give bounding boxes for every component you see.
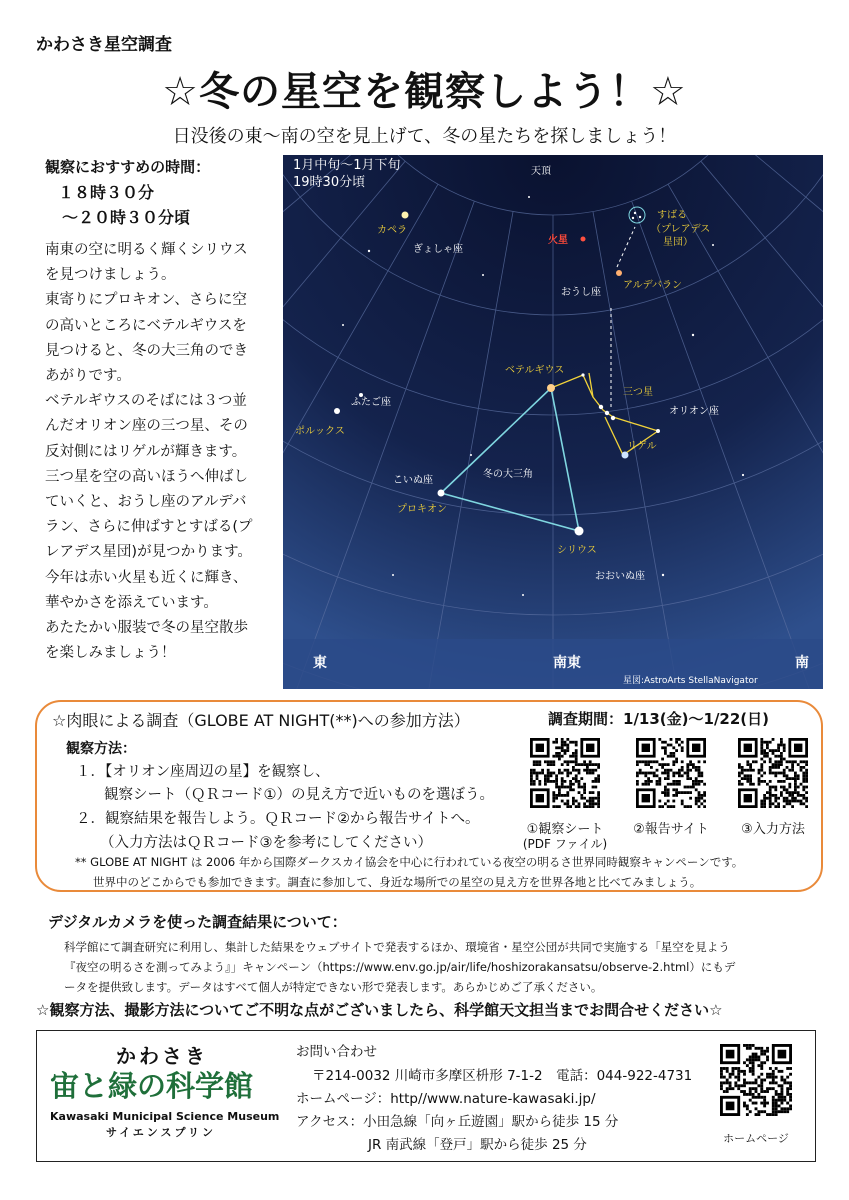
description-line: の高いところにベテルギウスを [45, 317, 247, 334]
qr-homepage-label: ホームページ [723, 1132, 789, 1145]
logo-english: Kawasaki Municipal Science Museum [50, 1110, 280, 1123]
qr-code-input-method[interactable] [738, 738, 808, 808]
contact-note: ☆観察方法、撮影方法についてご不明な点がございましたら、科学館天文担当までお問合せください☆ [36, 1001, 723, 1019]
note-line2: 世界中のどこからでも参加できます。調査に参加して、身近な場所での星空の見え方を世界各地と比べてみましょう。 [93, 875, 702, 889]
label-gemini: ふたご座 [351, 397, 391, 408]
time-label: 観察におすすめの時間： [45, 158, 211, 176]
map-time: 19時30分頃 [293, 175, 366, 190]
description-line: を楽しみましょう！ [45, 645, 176, 662]
label-mars: 火星 [548, 235, 568, 246]
step2-line1: ２．観察結果を報告しよう。ＱＲコード②から報告サイトへ。 [76, 811, 480, 827]
globe-at-night-note [75, 852, 795, 892]
step1-line2: 観察シート（ＱＲコード①）の見え方で近いものを選ぼう。 [104, 787, 494, 803]
description [45, 238, 277, 666]
qr1-label: ①観察シート [526, 822, 604, 837]
label-subaru: すばる [657, 210, 687, 221]
label-pleiades2: 星団） [663, 237, 693, 248]
contact-access1: アクセス：小田急線「向ヶ丘遊園」駅から徒歩 15 分 [296, 1114, 619, 1130]
qr2-label: ②報告サイト [633, 822, 709, 837]
museum-logo: 宙と緑の科学館 [50, 1069, 254, 1103]
page-subtitle: 日没後の東～南の空を見上げて、冬の星たちを探しましょう！ [172, 126, 677, 147]
description-line: あがりです。 [45, 368, 131, 385]
label-auriga: ぎょしゃ座 [413, 244, 463, 255]
label-zenith: 天頂 [531, 166, 551, 177]
qr-code-homepage[interactable] [720, 1044, 792, 1116]
time-start: １８時３０分 [58, 183, 155, 202]
description-line: 見つけると、冬の大三角のでき [45, 342, 248, 359]
label-capella: カペラ [377, 225, 407, 236]
label-rigel: リゲル [627, 441, 657, 452]
qr-code-observation-sheet[interactable] [530, 738, 600, 808]
label-procyon: プロキオン [397, 504, 447, 515]
label-aldebaran: アルデバラン [623, 280, 682, 291]
map-credit: 星図:AstroArts StellaNavigator [623, 676, 758, 686]
description-line: 今年は赤い火星も近くに輝き、 [45, 569, 248, 586]
label-betelgeuse: ベテルギウス [505, 365, 565, 376]
contact-homepage[interactable]: ホームページ：http//www.nature-kawasaki.jp/ [296, 1091, 596, 1107]
sky-map [283, 155, 823, 689]
description-line: を見つけましょう。 [45, 267, 176, 284]
description-line: 東寄りにプロキオン、さらに空 [45, 292, 247, 309]
label-taurus: おうし座 [561, 287, 601, 298]
note-line1: ** GLOBE AT NIGHT は 2006 年から国際ダークスカイ協会を中心に行われている夜空の明るさ世界同時観察キャンペーンです。 [75, 855, 744, 869]
description-line: 反対側にはリゲルが輝きます。 [45, 443, 247, 460]
label-pleiades1: （プレアデス [651, 224, 711, 235]
label-triangle: 冬の大三角 [483, 469, 533, 480]
qr-code-report-site[interactable] [636, 738, 706, 808]
label-orion: オリオン座 [669, 406, 719, 417]
label-pollux: ポルックス [295, 426, 345, 437]
contact-title: お問い合わせ [296, 1044, 377, 1060]
direction-southeast: 南東 [553, 655, 581, 671]
description-line: 三つ星を空の高いほうへ伸ばし [45, 468, 248, 485]
digital-body [64, 937, 804, 997]
contact-address: 〒214-0032 川崎市多摩区枡形 7-1-2 電話：044-922-4731 [312, 1068, 693, 1084]
contact-access2: JR 南武線「登戸」駅から徒歩 25 分 [368, 1137, 587, 1153]
digital-line2: 『夜空の明るさを測ってみよう』」キャンペーン（https://www.env.go.jp/air/life/hoshizorakansatsu/observe-2.html）にもデ [64, 960, 736, 974]
digital-line1: 科学館にて調査研究に利用し、集計した結果をウェブサイトで発表するほか、環境省・星空公団が共同で実施する「星空を見よう [64, 940, 730, 954]
step1-line1: １．【オリオン座周辺の星】を観察し、 [76, 764, 330, 780]
page-title: ☆冬の星空を観察しよう！☆ [162, 69, 687, 115]
time-end: ～２０時３０分頃 [62, 208, 191, 227]
method-label: 観察方法： [66, 741, 136, 757]
description-line: んだオリオン座の三つ星、その [45, 418, 248, 435]
logo-top: かわさき [116, 1044, 208, 1068]
description-line: ていくと、おうし座のアルデバ [45, 494, 247, 511]
logo-nickname: サイエンスプリン [106, 1126, 217, 1139]
digital-heading: デジタルカメラを使った調査結果について： [48, 913, 347, 931]
description-line: レアデス星団)が見つかります。 [45, 544, 252, 561]
label-canis-minor: こいぬ座 [393, 475, 433, 486]
digital-line3: ータを提供致します。データはすべて個人が特定できない形で発表します。あらかじめご了承ください。 [64, 980, 603, 994]
sky-map-svg [283, 155, 823, 689]
description-line: ラン、さらに伸ばすとすばる(プ [45, 519, 253, 536]
survey-period: 調査期間：1/13(金)～1/22(日) [548, 710, 770, 728]
step2-line2: （入力方法はＱＲコード③を参考にしてください） [100, 835, 432, 851]
label-belt: 三つ星 [623, 387, 653, 398]
qr3-label: ③入力方法 [741, 822, 805, 837]
label-sirius: シリウス [557, 545, 597, 556]
description-line: 南東の空に明るく輝くシリウス [45, 242, 248, 258]
direction-east: 東 [313, 655, 327, 671]
description-line: あたたかい服装で冬の星空散歩 [45, 620, 248, 637]
label-canis-major: おおいぬ座 [595, 571, 645, 582]
direction-south: 南 [795, 655, 809, 671]
survey-heading: ☆肉眼による調査（GLOBE AT NIGHT(**)への参加方法） [52, 711, 470, 730]
qr1-sublabel: (PDF ファイル) [522, 837, 608, 851]
map-date: 1月中旬～1月下旬 [293, 158, 401, 173]
description-line: 華やかさを添えています。 [45, 594, 218, 611]
description-line: ベテルギウスのそばには３つ並 [45, 393, 247, 410]
series-label: かわさき星空調査 [36, 35, 172, 55]
